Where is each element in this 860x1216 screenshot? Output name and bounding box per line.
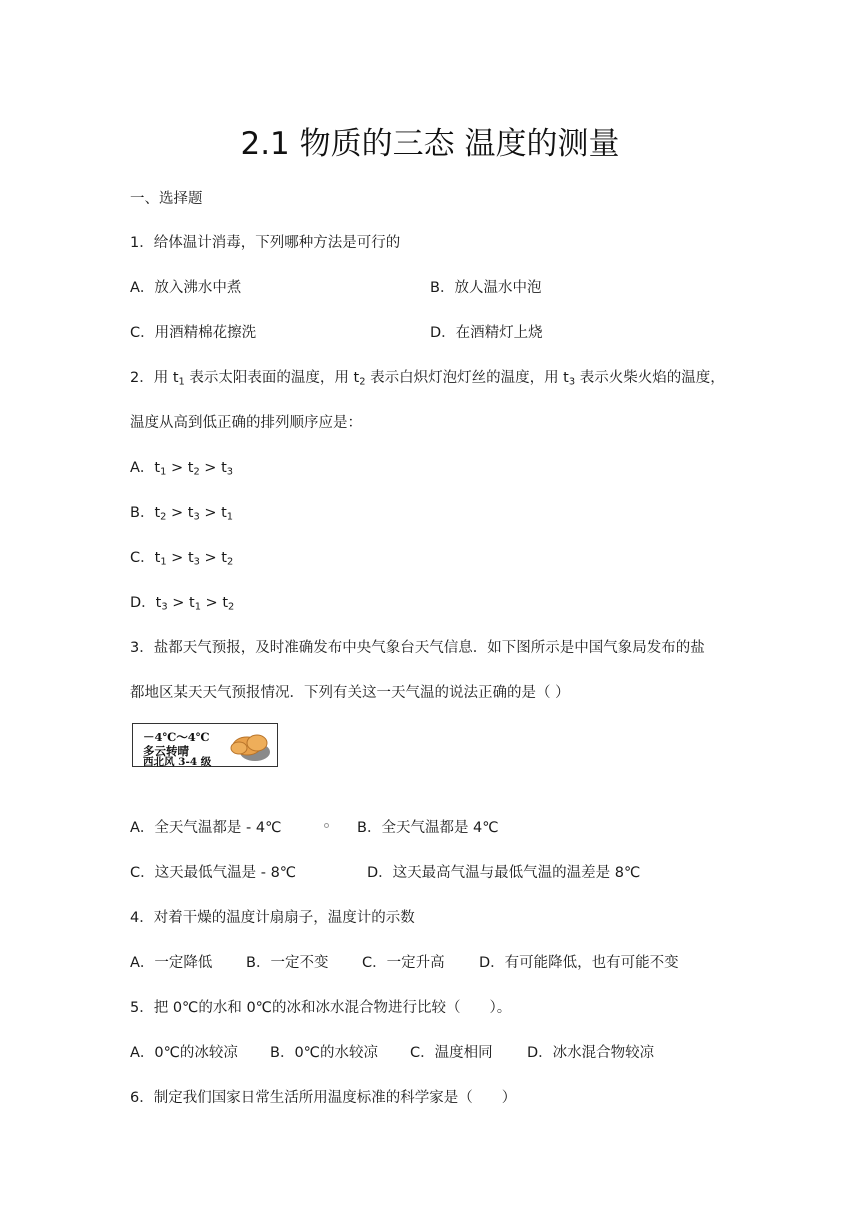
weather-temperature-range: －4℃～4℃ [143, 730, 210, 744]
stray-dot [324, 823, 329, 828]
question-5-option-c: C．温度相同 [410, 1045, 493, 1061]
page-title: 2.1 物质的三态 温度的测量 [240, 126, 620, 162]
question-2-option-a: A．$t_1 > t_2 > t_3$ [130, 460, 234, 478]
question-3-option-a: A．全天气温都是 - 4℃ [130, 820, 282, 836]
question-3-option-d: D．这天最高气温与最低气温的温差是 8℃ [367, 865, 641, 881]
weather-condition: 多云转晴 [143, 744, 189, 758]
question-3-option-c: C．这天最低气温是 - 8℃ [130, 865, 297, 881]
question-2-stem: 2．用 $t_1$ 表示太阳表面的温度，用 $t_2$ 表示白炽灯泡灯丝的温度，用 $t_3$ 表示火柴火焰的温度， [130, 370, 725, 388]
question-5-option-a: A．0℃的冰较凉 [130, 1045, 238, 1061]
weather-wind: 西北风 3-4 级 [143, 756, 212, 768]
question-4-option-c: C．一定升高 [362, 955, 445, 971]
question-4-option-d: D．有可能降低，也有可能不变 [479, 955, 679, 971]
question-1-option-d: D．在酒精灯上烧 [430, 325, 543, 341]
question-2-option-c: C．$t_1 > t_3 > t_2$ [130, 550, 234, 568]
question-3-stem-line-2: 都地区某天天气预报情况．下列有关这一天气温的说法正确的是（ ） [130, 685, 570, 701]
weather-forecast-image [132, 723, 278, 767]
question-2-option-d: D．$t_3 > t_1 > t_2$ [130, 595, 235, 613]
question-2-stem-line-2: 温度从高到低正确的排列顺序应是： [130, 415, 362, 431]
question-5-option-d: D．冰水混合物较凉 [527, 1045, 655, 1061]
question-1-stem: 1．给体温计消毒，下列哪种方法是可行的 [130, 235, 401, 251]
question-3-stem: 3．盐都天气预报，及时准确发布中央气象台天气信息．如下图所示是中国气象局发布的盐 [130, 640, 705, 656]
question-6-stem: 6．制定我们国家日常生活所用温度标准的科学家是（ ） [130, 1090, 517, 1106]
question-4-stem: 4．对着干燥的温度计扇扇子，温度计的示数 [130, 910, 415, 926]
question-1-option-c: C．用酒精棉花擦洗 [130, 325, 257, 341]
question-1-option-a: A．放入沸水中煮 [130, 280, 242, 296]
cloud-icon [227, 730, 273, 764]
question-2-option-b: B．$t_2 > t_3 > t_1$ [130, 505, 234, 523]
question-5-stem: 5．把 0℃的水和 0℃的冰和冰水混合物进行比较（ ）。 [130, 1000, 512, 1016]
question-3-option-b: B．全天气温都是 4℃ [357, 820, 499, 836]
question-5-option-b: B．0℃的水较凉 [270, 1045, 378, 1061]
section-heading: 一、选择题 [130, 191, 203, 207]
question-4-option-b: B．一定不变 [246, 955, 329, 971]
question-4-option-a: A．一定降低 [130, 955, 213, 971]
question-1-option-b: B．放人温水中泡 [430, 280, 542, 296]
